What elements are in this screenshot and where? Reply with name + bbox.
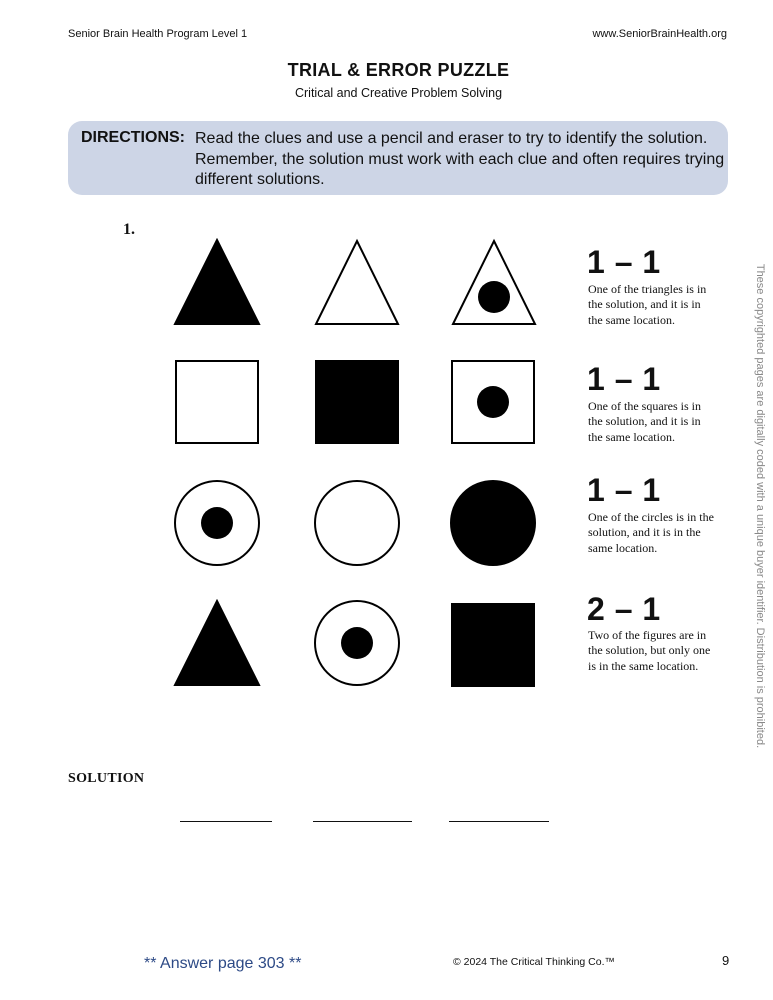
directions-text: Read the clues and use a pencil and eraser to try to identify the solution. Remember, the solution must work with each clue and often requires trying different solutions. [195, 130, 725, 188]
circle-with-dot-icon [313, 599, 401, 687]
clue-score: 1 – 1 [587, 472, 661, 508]
clue-text: One of the circles is in the solution, and it is in the same location. [588, 510, 714, 555]
square-filled-icon [451, 603, 535, 687]
solution-label: SOLUTION [68, 771, 145, 786]
solution-blank-1[interactable] [180, 821, 272, 822]
directions-box [68, 121, 728, 195]
directions-label: DIRECTIONS: [81, 129, 185, 146]
circle-outline-icon [313, 479, 401, 567]
clue-score: 1 – 1 [587, 361, 661, 397]
triangle-filled-icon [172, 238, 262, 328]
square-with-dot-icon [451, 360, 535, 444]
footer-copyright: © 2024 The Critical Thinking Co.™ [453, 956, 616, 968]
page-title: TRIAL & ERROR PUZZLE [287, 60, 510, 80]
triangle-outline-icon [312, 238, 402, 328]
answer-page-reference: ** Answer page 303 ** [144, 955, 302, 972]
clue-score: 1 – 1 [587, 244, 661, 280]
question-number: 1. [123, 221, 135, 238]
clue-text: One of the triangles is in the solution, and it is in the same location. [588, 282, 707, 327]
clue-score: 2 – 1 [587, 591, 661, 627]
solution-blank-2[interactable] [313, 821, 412, 822]
header-program-name: Senior Brain Health Program Level 1 [68, 28, 248, 40]
triangle-filled-icon [172, 599, 262, 689]
square-outline-icon [175, 360, 259, 444]
header-website: www.SeniorBrainHealth.org [592, 28, 727, 40]
copyright-side-note: These copyrighted pages are digitally coded with a unique buyer identifier. Distribution is prohibited. [754, 263, 766, 749]
clue-text: Two of the figures are in the solution, but only one is in the same location. [588, 628, 711, 673]
triangle-with-dot-icon [449, 238, 539, 328]
circle-with-dot-icon [173, 479, 261, 567]
page-number: 9 [722, 953, 730, 968]
solution-blank-3[interactable] [449, 821, 549, 822]
square-filled-icon [315, 360, 399, 444]
clue-text: One of the squares is in the solution, and it is in the same location. [588, 399, 701, 444]
circle-filled-icon [449, 479, 537, 567]
page-subtitle: Critical and Creative Problem Solving [294, 86, 503, 100]
